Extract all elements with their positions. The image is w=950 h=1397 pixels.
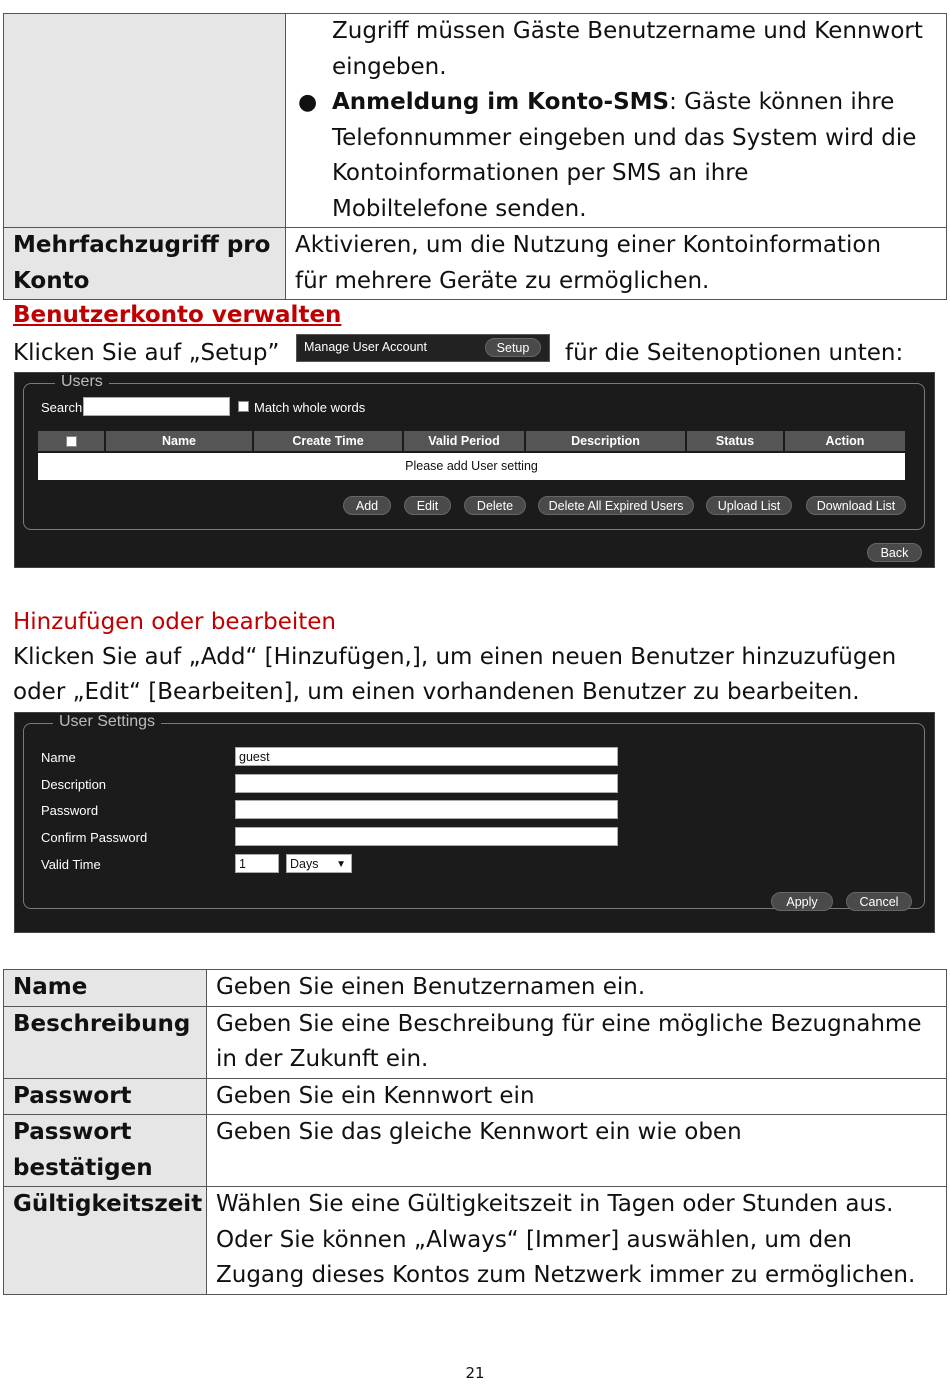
setup-text-before: Klicken Sie auf „Setup” bbox=[13, 340, 280, 366]
field-label bbox=[4, 1187, 207, 1295]
table-row bbox=[4, 1187, 947, 1295]
field-label bbox=[4, 1078, 207, 1115]
delete-all-expired-button[interactable]: Delete All Expired Users bbox=[538, 496, 694, 515]
description-label: Description bbox=[41, 777, 107, 792]
users-panel bbox=[14, 372, 935, 568]
users-legend: Users bbox=[55, 373, 109, 391]
search-label: Search bbox=[41, 400, 83, 415]
multi-access-desc bbox=[286, 228, 947, 300]
top-settings-table bbox=[3, 13, 947, 300]
desc-line: Geben Sie einen Benutzernamen ein. bbox=[216, 974, 646, 1000]
add-edit-heading: Hinzufügen oder bearbeiten bbox=[13, 609, 336, 635]
desc-line: Geben Sie eine Beschreibung für eine mögliche Bezugnahme bbox=[216, 1010, 922, 1037]
upload-list-button[interactable]: Upload List bbox=[706, 496, 792, 515]
password-label: Password bbox=[41, 803, 99, 818]
desc-line: für mehrere Geräte zu ermöglichen. bbox=[295, 267, 710, 294]
match-whole-words-checkbox[interactable] bbox=[238, 401, 249, 412]
desc-line: Oder Sie können „Always“ [Immer] auswählen, um den bbox=[216, 1226, 852, 1253]
bullet-icon: ● bbox=[298, 90, 318, 115]
table-row bbox=[4, 970, 947, 1007]
desc-line: in der Zukunft ein. bbox=[216, 1046, 429, 1072]
cont-line: eingeben. bbox=[332, 53, 447, 80]
field-desc bbox=[207, 1078, 947, 1115]
bullet-line: Mobiltelefone senden. bbox=[332, 195, 587, 222]
table-row bbox=[4, 1078, 947, 1115]
apply-button[interactable]: Apply bbox=[771, 892, 833, 911]
chevron-down-icon: ▼ bbox=[336, 859, 346, 870]
bullet-item bbox=[286, 85, 946, 121]
table-row bbox=[4, 1115, 947, 1187]
field-description-table bbox=[3, 969, 947, 1295]
delete-button[interactable]: Delete bbox=[464, 496, 526, 515]
bullet-line: Kontoinformationen per SMS an ihre bbox=[332, 160, 749, 186]
desc-line: Aktivieren, um die Nutzung einer Kontoinformation bbox=[295, 232, 882, 258]
bullet-text: : Gäste können ihre bbox=[669, 89, 895, 115]
bullet-bold: Anmeldung im Konto-SMS bbox=[332, 89, 670, 115]
field-label bbox=[4, 1115, 207, 1187]
desc-line: Geben Sie das gleiche Kennwort ein wie oben bbox=[216, 1119, 742, 1145]
confirm-password-input[interactable] bbox=[235, 827, 618, 846]
multi-access-label bbox=[4, 228, 286, 300]
field-desc bbox=[207, 1115, 947, 1187]
column-header-status[interactable]: Status bbox=[687, 431, 785, 451]
valid-time-unit-value: Days bbox=[290, 857, 319, 871]
manage-user-account-widget bbox=[296, 334, 550, 362]
cancel-button[interactable]: Cancel bbox=[846, 892, 912, 911]
back-button[interactable]: Back bbox=[867, 543, 922, 562]
valid-time-unit-select[interactable] bbox=[286, 854, 352, 873]
user-settings-legend: User Settings bbox=[53, 713, 161, 731]
desc-line: Zugang dieses Kontos zum Netzwerk immer zu ermöglichen. bbox=[216, 1262, 916, 1288]
column-header-create-time[interactable]: Create Time bbox=[254, 431, 404, 451]
desc-line: Geben Sie ein Kennwort ein bbox=[216, 1082, 535, 1109]
confirm-password-label: Confirm Password bbox=[41, 830, 148, 845]
select-all-checkbox[interactable] bbox=[66, 436, 77, 447]
table-row bbox=[4, 228, 947, 300]
label-line: Mehrfachzugriff pro bbox=[13, 232, 271, 258]
label-line: Name bbox=[13, 974, 88, 1000]
widget-label: Manage User Account bbox=[304, 340, 427, 354]
column-header-description[interactable]: Description bbox=[526, 431, 687, 451]
cont-line: Zugriff müssen Gäste Benutzername und Kennwort bbox=[332, 18, 923, 44]
empty-label-cell bbox=[4, 14, 286, 228]
edit-button[interactable]: Edit bbox=[404, 496, 451, 515]
field-desc bbox=[207, 1187, 947, 1295]
field-label bbox=[4, 970, 207, 1007]
add-edit-text-line: oder „Edit“ [Bearbeiten], um einen vorhandenen Benutzer zu bearbeiten. bbox=[13, 679, 860, 705]
field-label bbox=[4, 1006, 207, 1078]
label-line: Beschreibung bbox=[13, 1010, 191, 1037]
search-input[interactable] bbox=[83, 397, 230, 416]
column-header-name[interactable]: Name bbox=[106, 431, 254, 451]
manage-heading: Benutzerkonto verwalten bbox=[13, 302, 342, 328]
setup-button[interactable]: Setup bbox=[485, 338, 541, 357]
name-label: Name bbox=[41, 750, 76, 765]
add-button[interactable]: Add bbox=[343, 496, 391, 515]
column-header-valid-period[interactable]: Valid Period bbox=[404, 431, 526, 451]
user-settings-panel bbox=[14, 712, 935, 933]
table-row bbox=[4, 1006, 947, 1078]
password-input[interactable] bbox=[235, 800, 618, 819]
bullet-line: Telefonnummer eingeben und das System wird die bbox=[332, 124, 917, 151]
page-number: 21 bbox=[465, 1364, 485, 1382]
match-whole-words-label: Match whole words bbox=[254, 400, 366, 415]
label-line: Konto bbox=[13, 267, 90, 294]
select-all-header bbox=[38, 431, 106, 451]
column-header-action[interactable]: Action bbox=[785, 431, 905, 451]
field-desc bbox=[207, 1006, 947, 1078]
valid-time-input[interactable]: 1 bbox=[235, 854, 279, 873]
add-edit-text-line: Klicken Sie auf „Add“ [Hinzufügen,], um einen neuen Benutzer hinzuzufügen bbox=[13, 644, 897, 670]
empty-message: Please add User setting bbox=[38, 453, 905, 480]
description-input[interactable] bbox=[235, 774, 618, 793]
label-line: Gültigkeitszeit bbox=[13, 1191, 203, 1217]
desc-cell bbox=[286, 14, 947, 228]
name-input[interactable]: guest bbox=[235, 747, 618, 766]
label-line: bestätigen bbox=[13, 1154, 153, 1181]
label-line: Passwort bbox=[13, 1082, 132, 1109]
download-list-button[interactable]: Download List bbox=[806, 496, 906, 515]
valid-time-label: Valid Time bbox=[41, 857, 101, 872]
desc-line: Wählen Sie eine Gültigkeitszeit in Tagen oder Stunden aus. bbox=[216, 1191, 894, 1217]
field-desc bbox=[207, 970, 947, 1007]
setup-text-after: für die Seitenoptionen unten: bbox=[565, 340, 904, 366]
label-line: Passwort bbox=[13, 1119, 132, 1145]
table-row bbox=[4, 14, 947, 228]
